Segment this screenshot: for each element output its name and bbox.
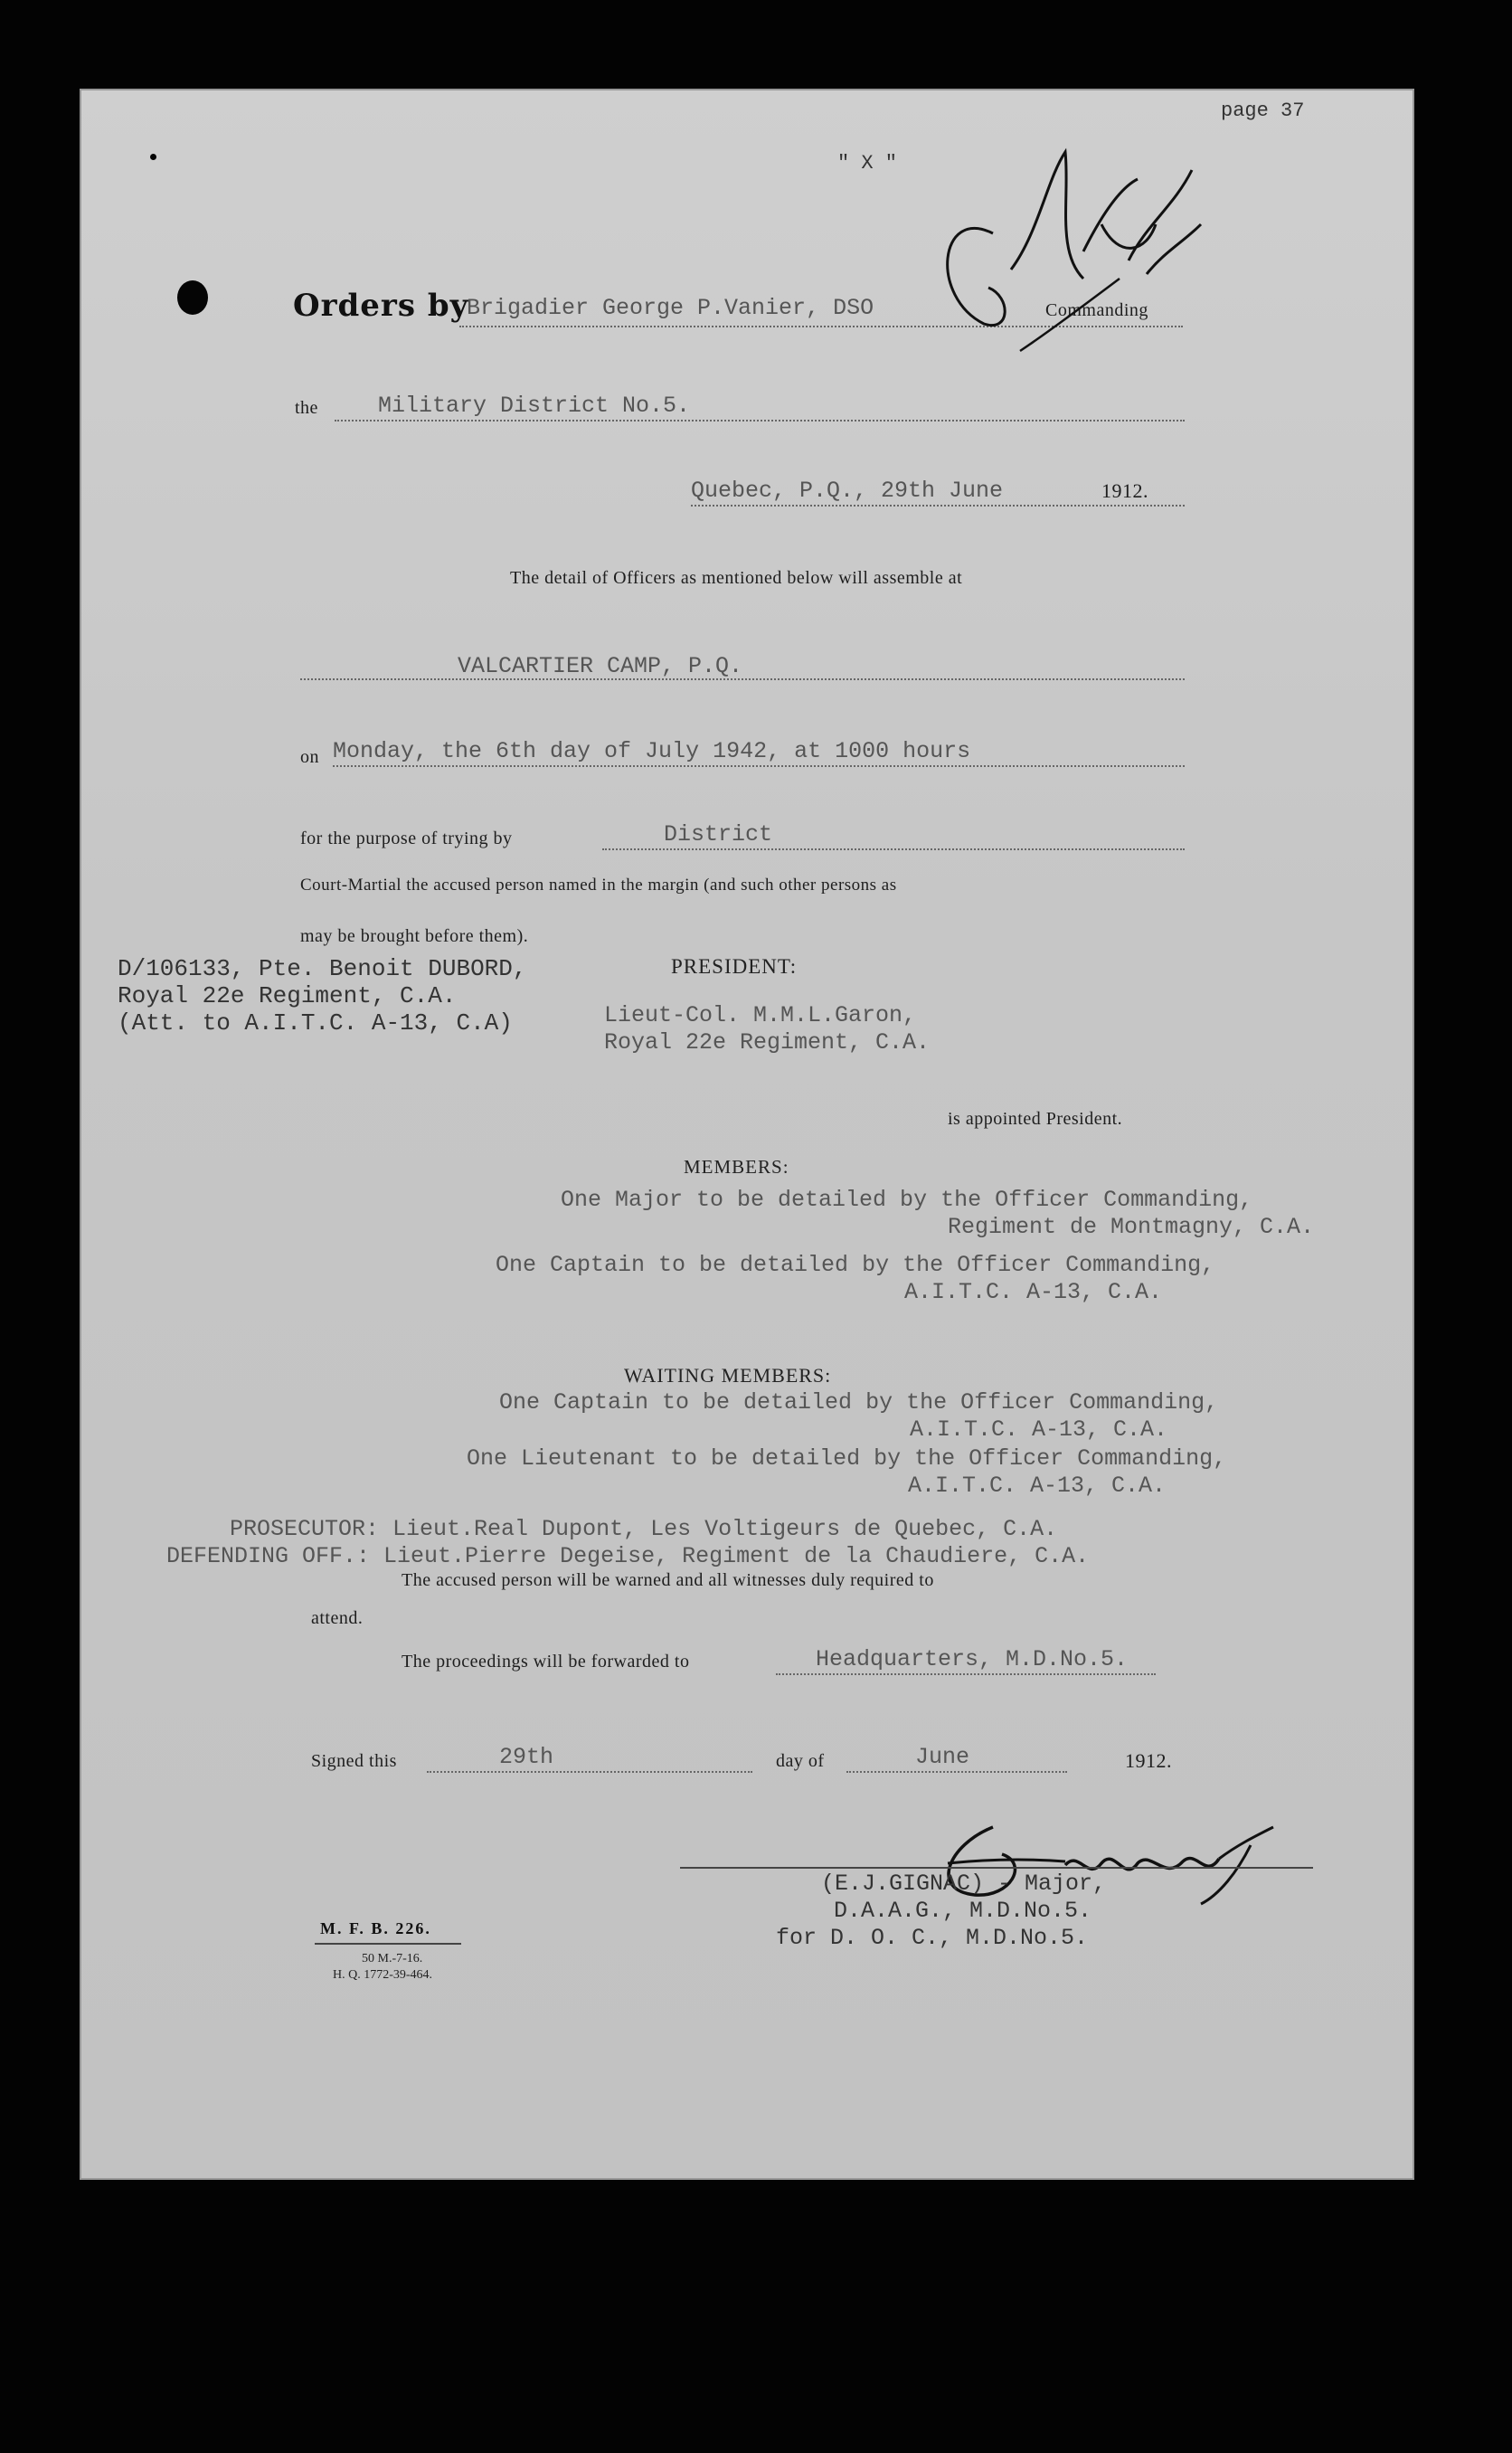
accused-line-3: (Att. to A.I.T.C. A-13, C.A) xyxy=(118,1009,513,1037)
waiting-members-heading: WAITING MEMBERS: xyxy=(624,1364,832,1387)
warned-text: The accused person will be warned and all witnesses duly required to xyxy=(402,1570,934,1590)
when-line xyxy=(333,765,1185,767)
the-label: the xyxy=(295,398,318,418)
court-type-line xyxy=(602,848,1185,850)
district-name: Military District No.5. xyxy=(378,393,691,419)
accused-line-1: D/106133, Pte. Benoit DUBORD, xyxy=(118,955,527,982)
signatory-title: D.A.A.G., M.D.No.5. xyxy=(834,1898,1092,1924)
forwarded-to: Headquarters, M.D.No.5. xyxy=(816,1646,1129,1672)
waiting-member-1-line-1: One Captain to be detailed by the Officer Commanding, xyxy=(499,1389,1219,1416)
before-them-text: may be brought before them). xyxy=(300,926,529,946)
form-code-rule xyxy=(315,1943,461,1945)
signed-month: June xyxy=(915,1744,970,1770)
form-code: M. F. B. 226. xyxy=(320,1919,431,1937)
page-number: page 37 xyxy=(1221,99,1305,122)
member-2-line-1: One Captain to be detailed by the Officer Commanding, xyxy=(496,1252,1215,1278)
signed-year: 1912. xyxy=(1125,1749,1172,1772)
punch-dot xyxy=(150,154,156,160)
signatory-for: for D. O. C., M.D.No.5. xyxy=(776,1925,1089,1951)
district-line xyxy=(335,420,1185,421)
form-hq-number: H. Q. 1772-39-464. xyxy=(333,1968,433,1982)
president-appointed: is appointed President. xyxy=(948,1109,1123,1129)
forwarded-line xyxy=(776,1673,1156,1675)
accused-line-2: Royal 22e Regiment, C.A. xyxy=(118,982,457,1009)
day-of-label: day of xyxy=(776,1751,825,1771)
commanding-label: Commanding xyxy=(1045,300,1148,320)
member-2-line-2: A.I.T.C. A-13, C.A. xyxy=(904,1279,1163,1305)
on-label: on xyxy=(300,747,319,767)
signatory-name: (E.J.GIGNAC) - Major, xyxy=(821,1871,1107,1897)
punch-hole xyxy=(177,280,208,315)
court-martial-text: Court-Martial the accused person named in the margin (and such other persons as xyxy=(300,876,897,895)
president-name: Lieut-Col. M.M.L.Garon, xyxy=(604,1002,917,1028)
signed-month-line xyxy=(846,1771,1067,1773)
waiting-member-1-line-2: A.I.T.C. A-13, C.A. xyxy=(910,1416,1168,1443)
place-date: Quebec, P.Q., 29th June xyxy=(691,478,1004,504)
assembly-date-time: Monday, the 6th day of July 1942, at 1000 hours xyxy=(333,738,971,764)
orders-title: Orders by xyxy=(293,288,469,324)
location-line xyxy=(300,678,1185,680)
member-1-line-1: One Major to be detailed by the Officer Commanding, xyxy=(561,1187,1253,1213)
member-1-line-2: Regiment de Montmagny, C.A. xyxy=(948,1214,1315,1240)
place-date-line xyxy=(691,505,1185,507)
year-printed: 1912. xyxy=(1101,479,1148,502)
purpose-text: for the purpose of trying by xyxy=(300,829,513,848)
detail-text: The detail of Officers as mentioned below will assemble at xyxy=(510,568,963,588)
waiting-member-2-line-1: One Lieutenant to be detailed by the Officer Commanding, xyxy=(467,1445,1227,1472)
president-regiment: Royal 22e Regiment, C.A. xyxy=(604,1029,931,1056)
waiting-member-2-line-2: A.I.T.C. A-13, C.A. xyxy=(908,1473,1167,1499)
document-mark: " X " xyxy=(837,152,898,175)
signed-label: Signed this xyxy=(311,1751,397,1771)
signed-day-line xyxy=(427,1771,752,1773)
handwritten-initials xyxy=(875,116,1219,405)
forwarded-text: The proceedings will be forwarded to xyxy=(402,1652,690,1672)
orders-by-name: Brigadier George P.Vanier, DSO xyxy=(467,295,874,321)
signed-day: 29th xyxy=(499,1744,554,1770)
form-print-run: 50 M.-7-16. xyxy=(362,1952,423,1965)
document-page xyxy=(80,89,1414,2180)
court-type: District xyxy=(664,821,773,848)
prosecutor: PROSECUTOR: Lieut.Real Dupont, Les Voltigeurs de Quebec, C.A. xyxy=(230,1516,1058,1542)
members-heading: MEMBERS: xyxy=(684,1156,789,1178)
president-heading: PRESIDENT: xyxy=(671,955,798,978)
signature-line xyxy=(680,1867,1313,1869)
defending-officer: DEFENDING OFF.: Lieut.Pierre Degeise, Regiment de la Chaudiere, C.A. xyxy=(166,1543,1090,1569)
attend-text: attend. xyxy=(311,1608,364,1628)
assembly-location: VALCARTIER CAMP, P.Q. xyxy=(458,653,743,679)
